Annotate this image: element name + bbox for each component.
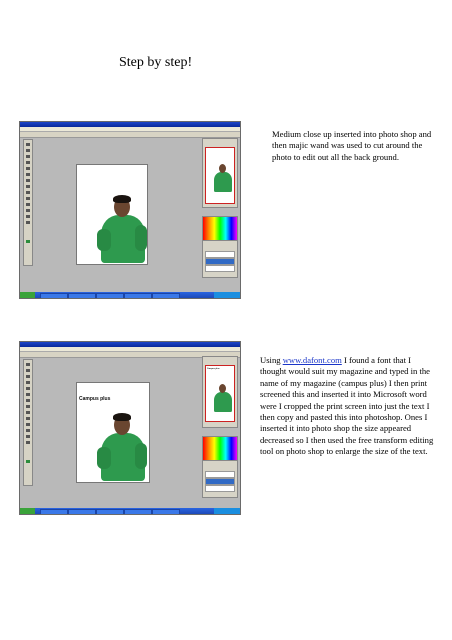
document-canvas <box>76 382 150 483</box>
step2-text-before: Using <box>260 355 283 365</box>
layers-panel <box>202 460 238 498</box>
start-button <box>20 508 35 514</box>
document-canvas <box>76 164 148 265</box>
layers-panel <box>202 240 238 278</box>
navigator-panel: Campus plus <box>202 356 238 428</box>
step2-text-after: I found a font that I thought would suit my magazine and typed in the name of my magazine (campus plus) I then print screened this and inserted it into Microsoft word were I cropped the print screen into just the text I then copy and pasted this into photoshop. Ones I inserted it into photo shop the size appeared decreased so I then used the free transform editing tool on photo shop to enlarge the size of the text. <box>260 355 434 457</box>
page-heading: Step by step! <box>119 55 193 70</box>
dafont-link[interactable]: www.dafont.com <box>282 355 342 365</box>
swatches-panel <box>202 216 238 242</box>
step2-description <box>260 355 436 458</box>
start-button <box>20 292 35 298</box>
taskbar <box>20 508 240 514</box>
canvas-title-text: Campus plus <box>79 396 111 402</box>
toolbox-panel <box>23 139 33 266</box>
system-tray <box>214 508 240 514</box>
person-photo <box>99 195 149 265</box>
photoshop-screenshot-1 <box>19 121 241 299</box>
step1-description: Medium close up inserted into photo shop and then majic wand was used to cut around the photo to edit out all the back ground. <box>272 129 432 162</box>
system-tray <box>214 292 240 298</box>
taskbar <box>20 292 240 298</box>
navigator-panel <box>202 138 238 208</box>
person-photo <box>99 413 149 483</box>
photoshop-screenshot-2 <box>19 341 241 515</box>
toolbox-panel <box>23 359 33 486</box>
swatches-panel <box>202 436 238 462</box>
